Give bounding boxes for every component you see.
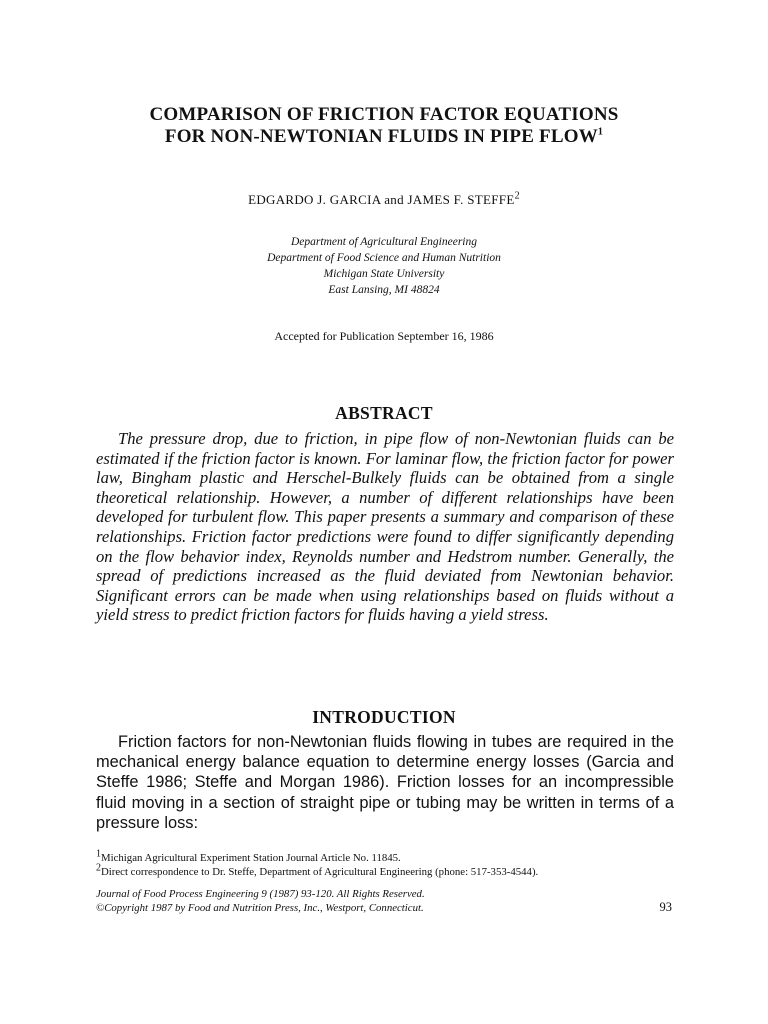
affiliation-location: East Lansing, MI 48824	[328, 284, 440, 296]
author-footnote-mark: 2	[514, 190, 520, 202]
footnote-1	[96, 848, 686, 865]
paper-title-line-1: COMPARISON OF FRICTION FACTOR EQUATIONS	[149, 104, 619, 125]
footnote-1-mark: 1	[96, 848, 101, 860]
introduction-body: Friction factors for non-Newtonian fluids flowing in tubes are required in the mechanical energy balance equation to determine energy losses (Garcia and Steffe 1986; Steffe and Morgan 1986). Friction losses for an incompressible fluid moving in a section of straight pipe or tubing may be written in terms of a pressure loss:	[96, 733, 674, 832]
footnote-1-text: Michigan Agricultural Experiment Station Journal Article No. 11845.	[101, 852, 401, 864]
acceptance-date: Accepted for Publication September 16, 1986	[274, 329, 494, 343]
footnote-2-text: Direct correspondence to Dr. Steffe, Department of Agricultural Engineering (phone: 517-353-4544).	[101, 866, 539, 878]
abstract-body: The pressure drop, due to friction, in pipe flow of non-Newtonian fluids can be estimated if the friction factor is known. For laminar flow, the friction factor for power law, Bingham plastic and Herschel-Bulkely fluids can be obtained from a single theoretical relationship. However, a number of different relationships have been developed for turbulent flow. This paper presents a summary and comparison of these relationships. Friction factor predictions were found to differ significantly depending on the flow behavior index, Reynolds number and Hedstrom number. Generally, the spread of predictions increased as the fluid deviated from Newtonian behavior. Significant errors can be made when using relationships based on fluids without a yield stress to predict friction factors for fluids having a yield stress.	[96, 429, 674, 625]
affiliation-university: Michigan State University	[323, 268, 445, 280]
footnote-2-mark: 2	[96, 862, 101, 874]
paper-title-line-2: FOR NON-NEWTONIAN FLUIDS IN PIPE FLOW$^1$	[164, 126, 604, 147]
affiliation-department-1: Department of Agricultural Engineering	[290, 236, 477, 248]
journal-citation: Journal of Food Process Engineering 9 (1987) 93-120. All Rights Reserved.	[96, 888, 425, 900]
introduction-heading: INTRODUCTION	[312, 706, 456, 727]
abstract-heading: ABSTRACT	[335, 402, 433, 423]
author-list: EDGARDO J. GARCIA and JAMES F. STEFFE$^2$	[248, 190, 520, 207]
page-number: 93	[659, 900, 672, 914]
title-footnote-mark: 1	[597, 126, 604, 138]
affiliation-department-2: Department of Food Science and Human Nutrition	[267, 252, 501, 264]
journal-copyright: ©Copyright 1987 by Food and Nutrition Press, Inc., Westport, Connecticut.	[96, 902, 424, 914]
footnote-2	[96, 862, 686, 879]
